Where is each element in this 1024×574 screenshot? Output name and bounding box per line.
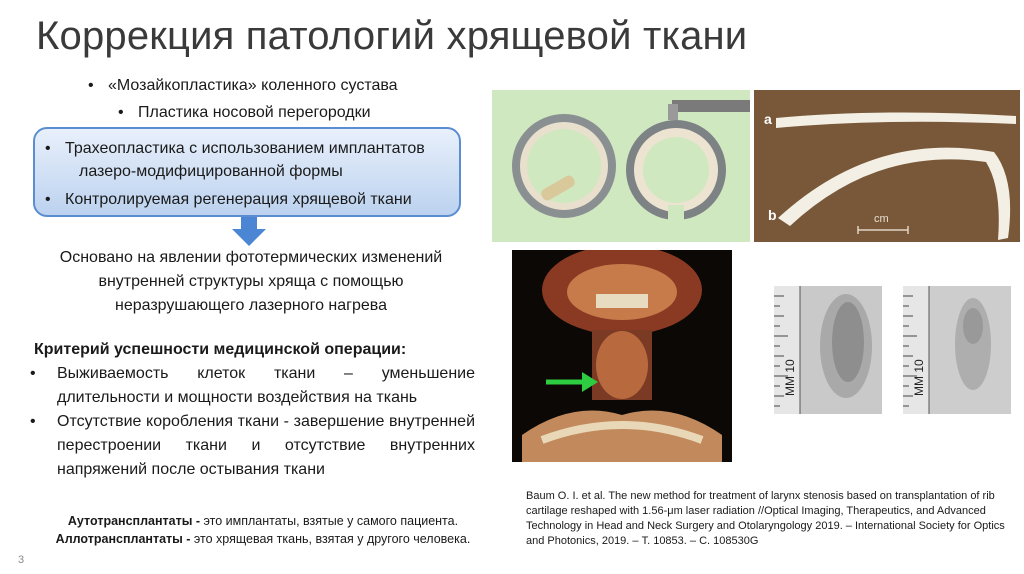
cartilage-strips-photo [754, 90, 1020, 242]
based-on-line: Основано на явлении фототермических изменений [59, 249, 443, 266]
criteria-title: Критерий успешности медицинской операции: [34, 341, 407, 358]
bullet-text: «Мозайкопластика» коленного сустава [108, 77, 398, 94]
definitions [24, 512, 502, 548]
slide-number: 3 [18, 554, 25, 566]
ct-scan-image [512, 250, 732, 462]
ruler-label: MM 10 [783, 359, 797, 396]
box-item-line1: Трахеопластика с использованием имплантатов [65, 140, 425, 157]
tissue-sample-photo-1 [774, 286, 882, 414]
based-on-line: неразрушающего лазерного нагрева [114, 297, 387, 314]
based-on-text [30, 246, 472, 318]
allo-term: Аллотрансплантаты - [55, 532, 191, 546]
highlight-box [33, 127, 461, 217]
bullet-dot: • [45, 191, 51, 208]
cartilage-rings-photo [492, 90, 750, 242]
criteria-list [30, 362, 475, 482]
bullet-dot: • [88, 77, 94, 94]
auto-text: это имплантаты, взятые у самого пациента. [200, 514, 459, 528]
bullet-dot: • [30, 413, 36, 430]
label-a: a [764, 111, 772, 127]
allo-text: это хрящевая ткань, взятая у другого человека. [190, 532, 471, 546]
bullet-mosaicplasty [88, 77, 398, 95]
box-item-tracheoplasty [45, 137, 425, 183]
auto-term: Аутотрансплантаты - [67, 514, 201, 528]
box-item-line2: лазеро-модифицированной формы [79, 163, 343, 180]
criteria-item-text: Отсутствие коробления ткани - завершение внутренней перестроении ткани и отсутствие внутренних напряжений после остывания ткани [57, 413, 475, 478]
bullet-dot: • [118, 104, 124, 121]
label-b: b [768, 207, 777, 223]
tissue-sample-photo-2 [903, 286, 1011, 414]
scale-label: cm [874, 213, 889, 225]
bullet-dot: • [45, 140, 51, 157]
based-on-line: внутренней структуры хряща с помощью [98, 273, 404, 290]
reference-citation: Baum O. I. et al. The new method for treatment of larynx stenosis based on transplantation of rib cartilage reshaped with 1.56-μm laser radiation //Optical Imaging, Therapeutics, and Advanced Technology in Head and Neck Surgery and Otolaryngology 2019. – International Society for Optics and Photonics, 2019. – Т. 10853. – С. 108530G [526, 490, 1005, 547]
slide-title: Коррекция патологий хрящевой ткани [36, 14, 748, 58]
box-item-regeneration [45, 191, 412, 209]
down-arrow-icon [232, 217, 266, 247]
box-item-text: Контролируемая регенерация хрящевой ткани [65, 191, 412, 208]
ruler-label: MM 10 [912, 359, 926, 396]
criteria-item [30, 410, 475, 482]
bullet-dot: • [30, 365, 36, 382]
criteria-item [30, 362, 475, 410]
bullet-text: Пластика носовой перегородки [138, 104, 371, 121]
criteria-item-text: Выживаемость клеток ткани – уменьшение длительности и мощности воздействия на ткань [57, 365, 475, 406]
bullet-septoplasty [118, 104, 371, 122]
